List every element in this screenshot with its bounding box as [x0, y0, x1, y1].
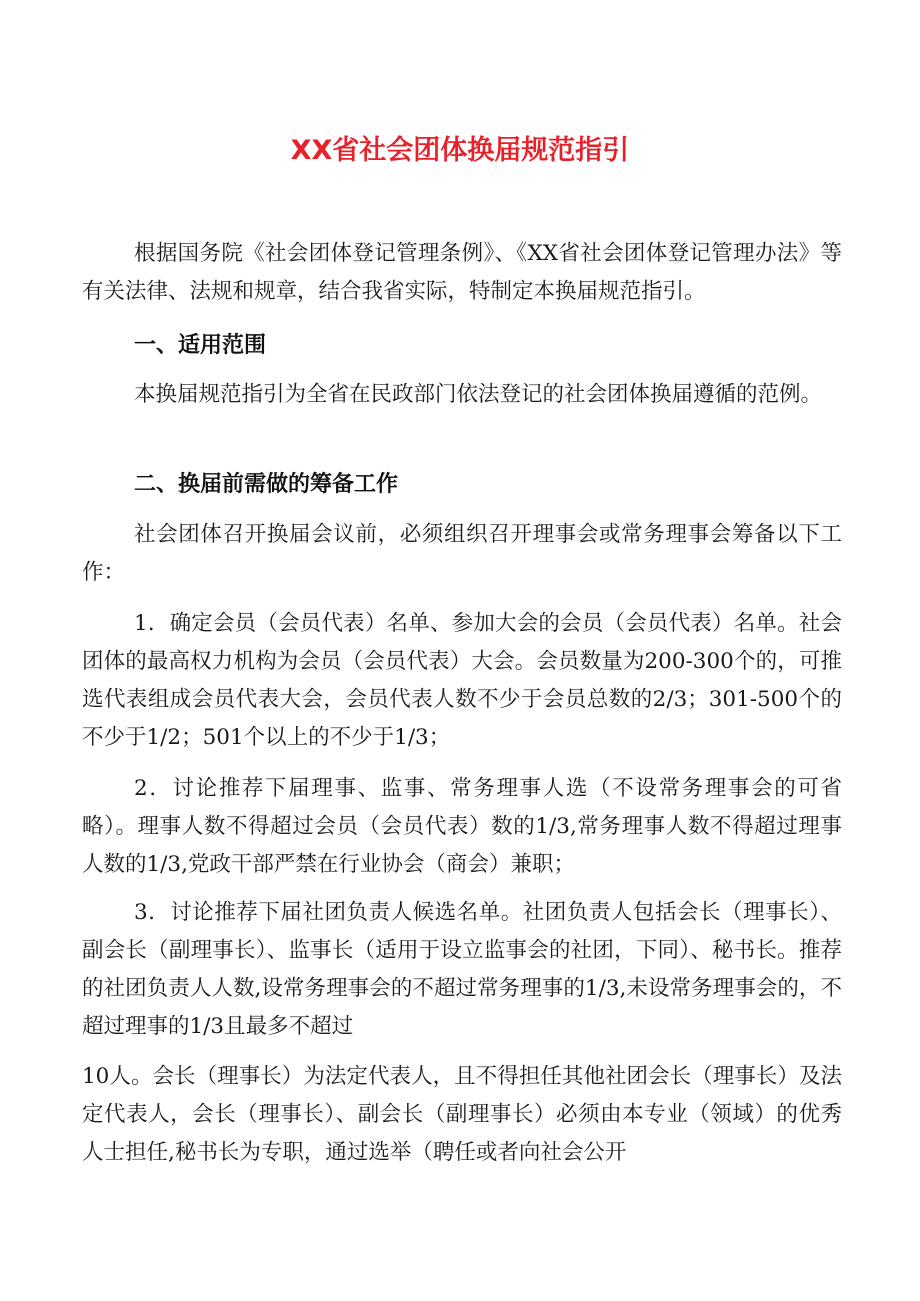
list-item-2: 2．讨论推荐下届理事、监事、常务理事人选（不设常务理事会的可省略）。理事人数不得超过会员（会员代表）数的1/3,常务理事人数不得超过理事人数的1/3,党政干部严禁在行业协会（商会）兼职；: [82, 776, 842, 877]
section1-heading: 一、适用范围: [134, 333, 267, 358]
list-item-1: 1．确定会员（会员代表）名单、参加大会的会员（会员代表）名单。社会团体的最高权力机构为会员（会员代表）大会。会员数量为200-300个的，可推选代表组成会员代表大会，会员代表人数不少于会员总数的2/3；301-500个的不少于1/2；501个以上的不少于1/3；: [82, 611, 842, 750]
list-item-3-continued: 10人。会长（理事长）为法定代表人，且不得担任其他社团会长（理事长）及法定代表人，会长（理事长）、副会长（副理事长）必须由本专业（领域）的优秀人士担任,秘书长为专职，通过选举（聘任或者向社会公开: [82, 1064, 842, 1165]
list-item-3: 3．讨论推荐下届社团负责人候选名单。社团负责人包括会长（理事长）、副会长（副理事长）、监事长（适用于设立监事会的社团，下同）、秘书长。推荐的社团负责人人数,设常务理事会的不超过常务理事的1/3,未设常务理事会的，不超过理事的1/3且最多不超过: [82, 900, 842, 1039]
section2-heading: 二、换届前需做的筹备工作: [134, 472, 399, 497]
intro-paragraph: 根据国务院《社会团体登记管理条例》、《XX省社会团体登记管理办法》等有关法律、法规和规章，结合我省实际，特制定本换届规范指引。: [82, 241, 842, 304]
section1-body: 本换届规范指引为全省在民政部门依法登记的社会团体换届遵循的范例。: [134, 382, 823, 407]
section2-body: 社会团体召开换届会议前，必须组织召开理事会或常务理事会筹备以下工作：: [82, 522, 842, 585]
document-title: XX省社会团体换届规范指引: [290, 135, 630, 166]
